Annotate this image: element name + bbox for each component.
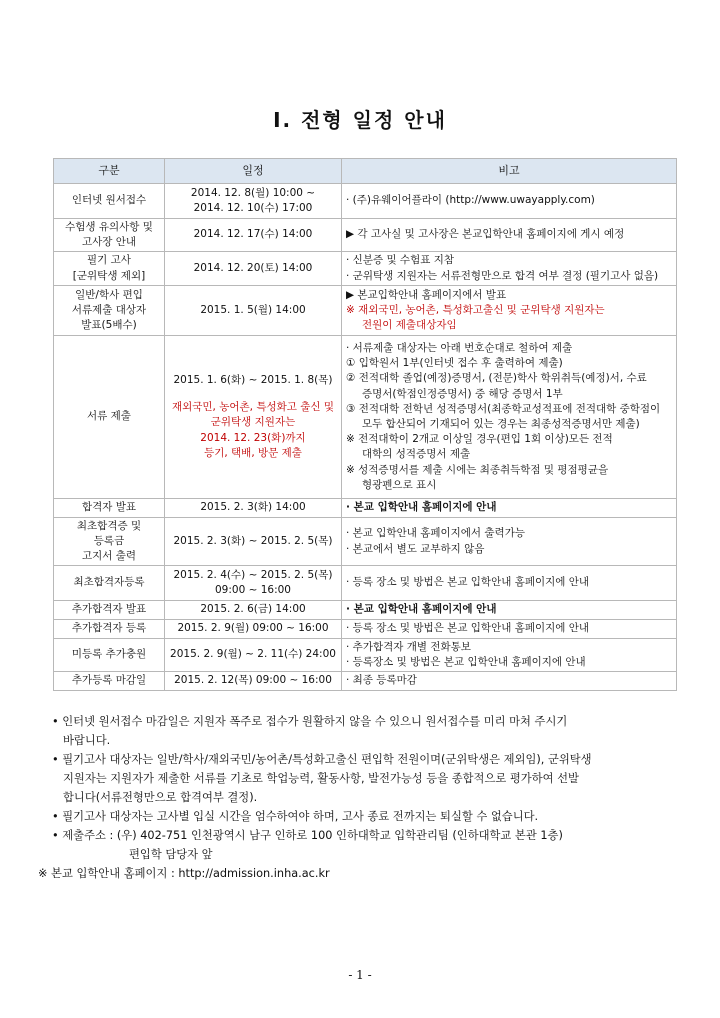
- category-line: 고사장 안내: [81, 236, 137, 248]
- note-line: 합니다(서류전형만으로 합격여부 결정).: [63, 791, 258, 804]
- schedule-line: 2015. 1. 6(화) ~ 2015. 1. 8(목): [173, 373, 333, 386]
- row-schedule: 2015. 2. 9(월) 09:00 ~ 16:00: [165, 620, 342, 639]
- category-line: 발표(5배수): [81, 319, 137, 332]
- note-line: • 필기고사 대상자는 고사별 입실 시간을 엄수하여야 하며, 고사 종료 전까지는 퇴실할 수 없습니다.: [52, 810, 539, 823]
- row-schedule: [165, 566, 342, 601]
- row-remark: · 본교 입학안내 홈페이지에 안내: [342, 499, 677, 518]
- table-row: [54, 184, 677, 219]
- category-line: 수험생 유의사항 및: [65, 220, 153, 233]
- row-remark: [342, 286, 677, 336]
- table-row: [54, 286, 677, 336]
- remark-line: ① 입학원서 1부(인터넷 접수 후 출력하여 제출): [346, 357, 563, 370]
- schedule-line-red: 재외국민, 농어촌, 특성화고 출신 및: [171, 401, 335, 414]
- row-category: [54, 518, 165, 566]
- header-category: 구분: [54, 159, 165, 184]
- row-schedule: 2014. 12. 20(토) 14:00: [165, 252, 342, 286]
- row-schedule: [165, 336, 342, 499]
- row-remark: · 등록 장소 및 방법은 본교 입학안내 홈페이지에 안내: [342, 620, 677, 639]
- row-remark: · 최종 등록마감: [342, 672, 677, 691]
- header-schedule: 일정: [165, 159, 342, 184]
- row-category: 서류 제출: [54, 336, 165, 499]
- row-remark: · 본교 입학안내 홈페이지에 안내: [342, 601, 677, 620]
- remark-line-red: ※ 재외국민, 농어촌, 특성화고출신 및 군위탁생 지원자는: [346, 303, 605, 316]
- category-line: [군위탁생 제외]: [72, 269, 146, 282]
- row-schedule: 2015. 2. 3(화) ~ 2015. 2. 5(목): [165, 518, 342, 566]
- schedule-line-red: 2014. 12. 23(화)까지: [200, 431, 306, 444]
- remark-line: ※ 성적증명서를 제출 시에는 최종취득학점 및 평점평균을: [346, 463, 609, 476]
- row-remark: [342, 336, 677, 499]
- remark-line: · 서류제출 대상자는 아래 번호순대로 철하여 제출: [346, 341, 573, 354]
- row-category: 인터넷 원서접수: [54, 184, 165, 219]
- note-line: 지원자는 지원자가 제출한 서류를 기초로 학업능력, 활동사항, 발전가능성 등을 종합적으로 평가하여 선발: [63, 772, 579, 785]
- note-line: 바랍니다.: [63, 734, 111, 747]
- page-number: - 1 -: [348, 968, 372, 982]
- category-line: 일반/학사 편입: [75, 288, 143, 301]
- row-schedule: 2015. 2. 12(목) 09:00 ~ 16:00: [165, 672, 342, 691]
- table-row: [54, 566, 677, 601]
- schedule-line-red: 등기, 택배, 방문 제출: [204, 446, 302, 459]
- row-category: 추가합격자 발표: [54, 601, 165, 620]
- row-category: [54, 252, 165, 286]
- table-row: [54, 518, 677, 566]
- remark-line: · 등록장소 및 방법은 본교 입학안내 홈페이지에 안내: [346, 656, 586, 668]
- table-row: [54, 639, 677, 672]
- note-line: 편입학 담당자 앞: [129, 848, 213, 861]
- remark-line: ② 전적대학 졸업(예정)증명서, (전문)학사 학위취득(예정)서, 수료: [346, 372, 647, 385]
- row-remark: [342, 252, 677, 286]
- remark-line: · 본교에서 별도 교부하지 않음: [346, 542, 485, 555]
- note-line: • 인터넷 원서접수 마감일은 지원자 폭주로 접수가 원활하지 않을 수 있으니 원서접수를 미리 마쳐 주시기: [52, 715, 568, 728]
- row-remark: [342, 639, 677, 672]
- row-schedule: 2014. 12. 17(수) 14:00: [165, 219, 342, 252]
- row-remark: ▶ 각 고사실 및 고사장은 본교입학안내 홈페이지에 게시 예정: [342, 219, 677, 252]
- row-schedule: 2015. 1. 5(월) 14:00: [165, 286, 342, 336]
- note-line: • 제출주소 : (우) 402-751 인천광역시 남구 인하로 100 인하대학교 입학관리팀 (인하대학교 본관 1층): [52, 829, 563, 842]
- remark-line: ▶ 본교입학안내 홈페이지에서 발표: [346, 288, 507, 301]
- remark-line: 형광펜으로 표시: [362, 478, 437, 491]
- table-row: [54, 252, 677, 286]
- category-line: 최초합격증 및: [76, 519, 142, 532]
- row-category: [54, 286, 165, 336]
- row-schedule: [165, 184, 342, 219]
- category-line: 서류제출 대상자: [71, 303, 147, 316]
- remark-line: · 군위탁생 지원자는 서류전형만으로 합격 여부 결정 (필기고사 없음): [346, 269, 659, 282]
- row-schedule: 2015. 2. 6(금) 14:00: [165, 601, 342, 620]
- schedule-line: 2014. 12. 8(월) 10:00 ~: [190, 186, 316, 199]
- table-row: [54, 601, 677, 620]
- remark-line-red: 전원이 제출대상자임: [362, 319, 457, 332]
- row-category: 최초합격자등록: [54, 566, 165, 601]
- header-remarks: 비고: [342, 159, 677, 184]
- row-category: 추가등록 마감일: [54, 672, 165, 691]
- remark-line: · 신분증 및 수험표 지참: [346, 254, 454, 267]
- remark-line: 증명서(학점인정증명서) 중 해당 증명서 1부: [362, 387, 563, 400]
- remark-line: 모두 합산되어 기재되어 있는 경우는 최종성적증명서만 제출): [362, 418, 640, 430]
- schedule-line: 09:00 ~ 16:00: [215, 584, 291, 596]
- homepage-note: ※ 본교 입학안내 홈페이지 : http://admission.inha.ac.kr: [38, 867, 330, 880]
- category-line: 필기 고사: [87, 254, 131, 267]
- table-row: [54, 672, 677, 691]
- remark-line: ③ 전적대학 전학년 성적증명서(최종학교성적표에 전적대학 중학점이: [346, 402, 661, 415]
- notes-section: [38, 712, 692, 883]
- table-row: [54, 219, 677, 252]
- row-category: 합격자 발표: [54, 499, 165, 518]
- page-title: Ⅰ. 전형 일정 안내: [273, 108, 447, 132]
- row-schedule: 2015. 2. 9(월) ~ 2. 11(수) 24:00: [165, 639, 342, 672]
- remark-line: · 추가합격자 개별 전화통보: [346, 640, 471, 653]
- category-line: 등록금: [93, 534, 125, 547]
- row-remark: [342, 518, 677, 566]
- remark-line: ※ 전적대학이 2개교 이상일 경우(편입 1회 이상)모든 전적: [346, 433, 613, 446]
- note-line: • 필기고사 대상자는 일반/학사/재외국민/농어촌/특성화고출신 편입학 전원이며(군위탁생은 제외임), 군위탁생: [52, 753, 592, 766]
- row-category: 추가합격자 등록: [54, 620, 165, 639]
- table-row: [54, 336, 677, 499]
- table-header-row: [54, 159, 677, 184]
- table-row: [54, 499, 677, 518]
- schedule-line-red: 군위탁생 지원자는: [210, 416, 296, 429]
- remark-line: 대학의 성적증명서 제출: [362, 448, 471, 461]
- category-line: 고지서 출력: [81, 550, 137, 563]
- row-remark: · 등록 장소 및 방법은 본교 입학안내 홈페이지에 안내: [342, 566, 677, 601]
- remark-line: · 본교 입학안내 홈페이지에서 출력가능: [346, 527, 525, 540]
- row-category: [54, 219, 165, 252]
- row-remark: · (주)유웨이어플라이 (http://www.uwayapply.com): [342, 184, 677, 219]
- row-category: 미등록 추가충원: [54, 639, 165, 672]
- schedule-table: [53, 158, 677, 691]
- table-row: [54, 620, 677, 639]
- schedule-line: 2015. 2. 4(수) ~ 2015. 2. 5(목): [173, 568, 333, 581]
- row-schedule: 2015. 2. 3(화) 14:00: [165, 499, 342, 518]
- schedule-line: 2014. 12. 10(수) 17:00: [193, 202, 313, 214]
